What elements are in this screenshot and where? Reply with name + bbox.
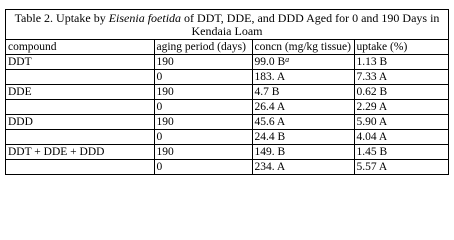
caption-text-end: of DDT, DDE, and DDD Aged for 0 and 190 Days in Kendaia Loam (181, 11, 440, 38)
cell-concn: 26.4 A (252, 100, 354, 115)
cell-concn: 149. B (252, 145, 354, 160)
cell-compound: DDD (6, 115, 154, 130)
cell-uptake: 2.29 A (354, 100, 448, 115)
cell-concn: 234. A (252, 160, 354, 175)
table-row (6, 100, 448, 115)
caption-species: Eisenia foetida (108, 11, 182, 25)
cell-concn: 24.4 B (252, 130, 354, 145)
cell-uptake: 1.13 B (354, 55, 448, 70)
table-row (6, 115, 448, 130)
table-row (6, 85, 448, 100)
table-row (6, 55, 448, 70)
cell-aging: 190 (154, 115, 252, 130)
table-container (5, 9, 449, 175)
cell-compound: DDT + DDE + DDD (6, 145, 154, 160)
cell-concn: 45.6 A (252, 115, 354, 130)
header-row (6, 40, 448, 55)
table-caption (6, 10, 448, 40)
cell-aging: 190 (154, 145, 252, 160)
table-row (6, 70, 448, 85)
cell-aging: 0 (154, 160, 252, 175)
cell-uptake: 7.33 A (354, 70, 448, 85)
cell-compound: DDE (6, 85, 154, 100)
footnote-marker: a (285, 55, 290, 64)
header-compound: compound (6, 40, 154, 55)
cell-uptake: 5.90 A (354, 115, 448, 130)
header-uptake: uptake (%) (354, 40, 448, 55)
table-row (6, 145, 448, 160)
cell-aging: 190 (154, 85, 252, 100)
cell-compound (6, 100, 154, 115)
concn-value: 99.0 B (254, 56, 286, 68)
table-row (6, 130, 448, 145)
cell-compound (6, 160, 154, 175)
cell-aging: 0 (154, 100, 252, 115)
header-concentration: concn (mg/kg tissue) (252, 40, 354, 55)
cell-aging: 0 (154, 130, 252, 145)
data-table (6, 40, 448, 174)
cell-concn (252, 55, 354, 70)
table-row (6, 160, 448, 175)
cell-concn: 183. A (252, 70, 354, 85)
caption-text-start: Table 2. Uptake by (14, 11, 109, 25)
cell-uptake: 0.62 B (354, 85, 448, 100)
cell-uptake: 4.04 A (354, 130, 448, 145)
header-aging-period: aging period (days) (154, 40, 252, 55)
cell-uptake: 1.45 B (354, 145, 448, 160)
cell-uptake: 5.57 A (354, 160, 448, 175)
cell-compound (6, 70, 154, 85)
cell-concn: 4.7 B (252, 85, 354, 100)
cell-aging: 190 (154, 55, 252, 70)
cell-aging: 0 (154, 70, 252, 85)
cell-compound: DDT (6, 55, 154, 70)
cell-compound (6, 130, 154, 145)
